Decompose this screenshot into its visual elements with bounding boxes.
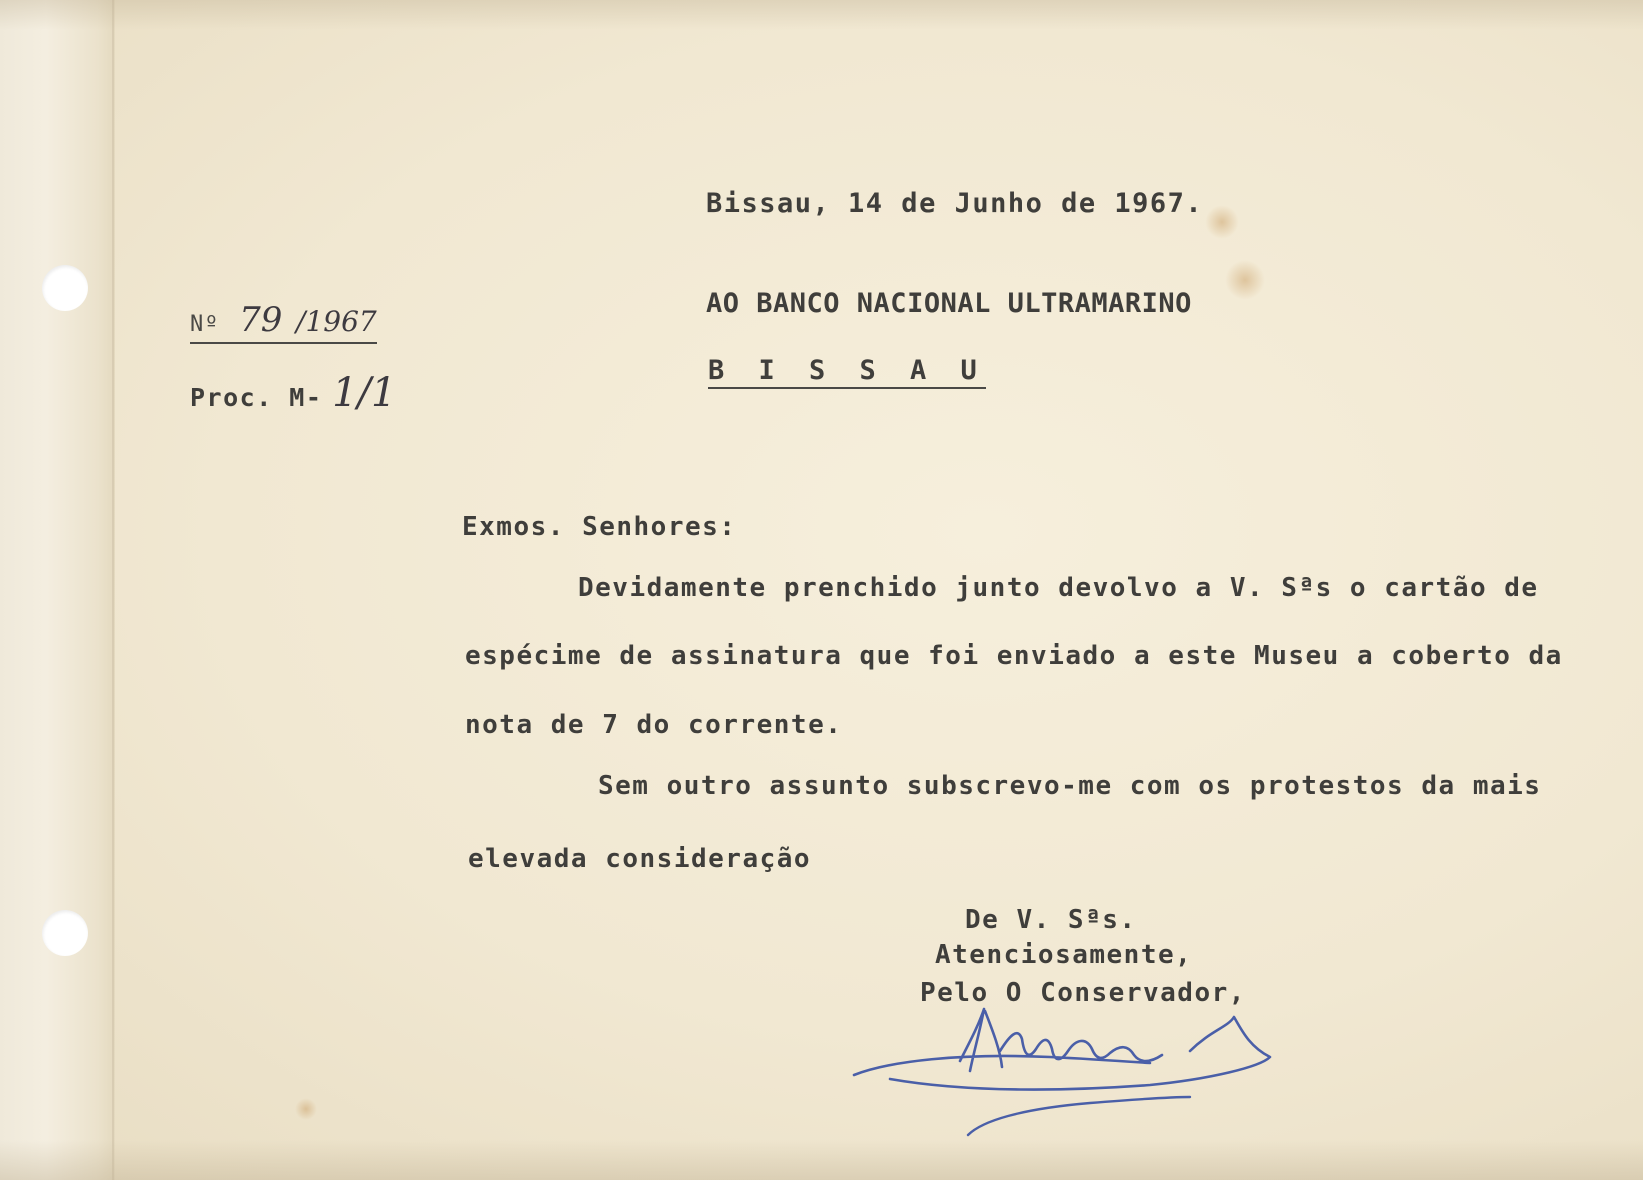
closing-line-2: Atenciosamente, [935,940,1193,970]
paper-stain [1225,260,1265,300]
body-line-2: espécime de assinatura que foi enviado a este Museu a coberto da [465,641,1563,671]
body-line-1: Devidamente prenchido junto devolvo a V. Sªs o cartão de [578,573,1539,603]
binding-margin [0,0,115,1180]
signature [850,1005,1320,1145]
reference-number-year: /1967 [296,305,377,338]
signature-underline-stroke [968,1097,1190,1135]
reference-number-prefix: Nº [190,312,220,337]
body-line-3: nota de 7 do corrente. [465,710,843,740]
reference-number-handwritten: 79 [239,300,283,340]
signature-stroke [854,1009,1270,1090]
body-line-4: Sem outro assunto subscrevo-me com os protestos da mais [598,771,1542,801]
margin-fold-line [112,0,114,1180]
process-handwritten: 1/1 [332,370,397,416]
process-reference [190,370,396,416]
recipient-name: AO BANCO NACIONAL ULTRAMARINO [706,288,1192,319]
reference-number [190,300,377,344]
top-edge-shadow [0,0,1643,30]
paper-stain [1205,205,1239,239]
date-line: Bissau, 14 de Junho de 1967. [706,188,1204,219]
bottom-edge-shadow [0,1140,1643,1180]
recipient-city: B I S S A U [708,355,986,389]
salutation: Exmos. Senhores: [462,512,737,542]
paper-stain [295,1098,317,1120]
punch-hole-bottom [42,910,88,956]
closing-line-1: De V. Sªs. [965,905,1137,935]
punch-hole-top [42,265,88,311]
closing-line-3: Pelo O Conservador, [920,978,1246,1008]
body-line-5: elevada consideração [468,844,812,874]
process-label: Proc. M- [190,383,323,412]
